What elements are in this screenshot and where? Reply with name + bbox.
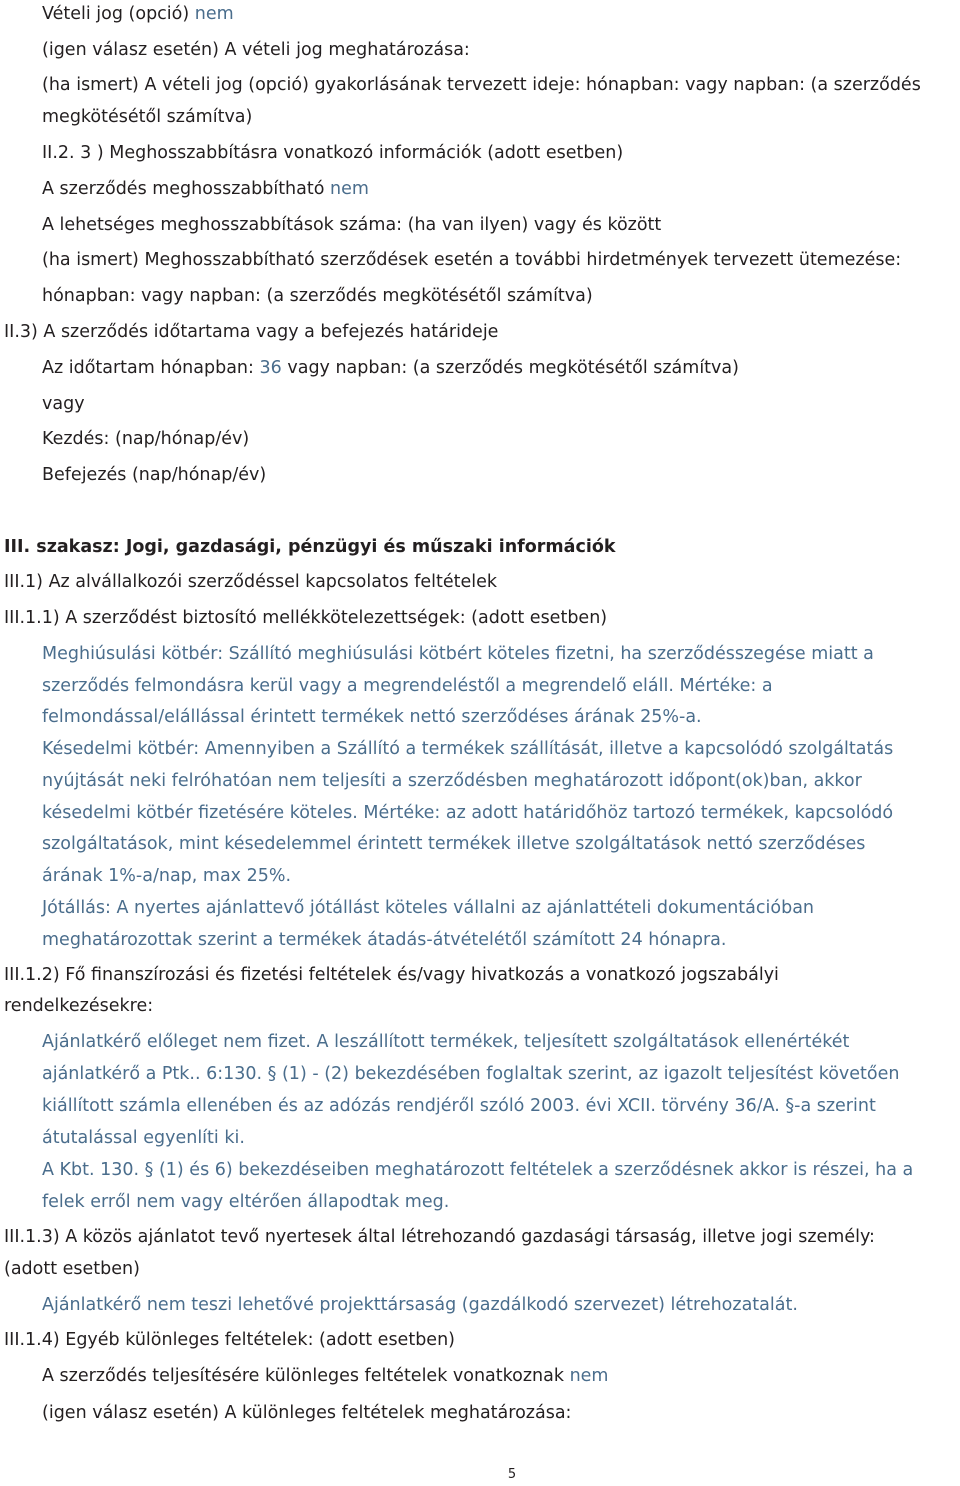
guarantee-line: szolgáltatások, mint késedelemmel érintett termékek illetve szolgáltatások nettó szerződéses <box>42 834 866 854</box>
duration-months-label: Az időtartam hónapban: <box>42 358 254 378</box>
extendable-line <box>42 181 369 199</box>
purchase-option-label: Vételi jog (opció) <box>42 4 190 24</box>
special-conditions-value: nem <box>569 1366 609 1386</box>
joint-venture-text: Ajánlatkérő nem teszi lehetővé projekttársaság (gazdálkodó szervezet) létrehozatalát. <box>42 1295 798 1315</box>
extension-schedule-line-1: (ha ismert) Meghosszabbítható szerződések esetén a további hirdetmények tervezett ütemezése: <box>42 250 902 270</box>
guarantee-line: Késedelmi kötbér: Amennyiben a Szállító a termékek szállítását, illetve a kapcsolódó szolgáltatás <box>42 739 894 759</box>
financing-line: felek erről nem vagy eltérően állapodtak meg. <box>42 1192 450 1212</box>
financing-line: ajánlatkérő a Ptk.. 6:130. § (1) - (2) bekezdésében foglaltak szerint, az igazolt teljesítést követően <box>42 1064 900 1084</box>
guarantee-line: árának 1%-a/nap, max 25%. <box>42 866 292 886</box>
extension-count: A lehetséges meghosszabbítások száma: (ha van ilyen) vagy és között <box>42 215 662 235</box>
extension-heading: II.2. 3 ) Meghosszabbításra vonatkozó információk (adott esetben) <box>42 143 624 163</box>
section-3-title: III. szakasz: Jogi, gazdasági, pénzügyi és műszaki információk <box>4 537 616 557</box>
purchase-option-timing-line-1: (ha ismert) A vételi jog (opció) gyakorlásának tervezett ideje: hónapban: vagy napban: (a szerződés <box>42 75 921 95</box>
purchase-option-timing-line-2: megkötésétől számítva) <box>42 107 253 127</box>
duration-or: vagy <box>42 394 85 414</box>
guarantee-line: felmondással/elállással érintett termékek nettó szerződéses árának 25%-a. <box>42 707 702 727</box>
guarantee-line: Meghiúsulási kötbér: Szállító meghiúsulási kötbért köteles fizetni, ha szerződésszegése miatt a <box>42 644 874 664</box>
extendable-label: A szerződés meghosszabbítható <box>42 179 325 199</box>
duration-end: Befejezés (nap/hónap/év) <box>42 465 267 485</box>
guarantee-line: meghatározottak szerint a termékek átadás-átvételétől számított 24 hónapra. <box>42 930 727 950</box>
section-3-1-3-heading-line-1: III.1.3) A közös ajánlatot tevő nyertesek által létrehozandó gazdasági társaság, illetve jogi személy: <box>4 1227 875 1247</box>
purchase-option-line <box>42 6 234 24</box>
section-3-1-3-heading-line-2: (adott esetben) <box>4 1259 140 1279</box>
duration-start: Kezdés: (nap/hónap/év) <box>42 429 250 449</box>
financing-line: Ajánlatkérő előleget nem fizet. A leszállított termékek, teljesített szolgáltatások ellenértékét <box>42 1032 850 1052</box>
guarantee-line: késedelmi kötbér fizetésére köteles. Mértéke: az adott határidőhöz tartozó termékek, kapcsolódó <box>42 803 894 823</box>
section-3-1-4-heading: III.1.4) Egyéb különleges feltételek: (adott esetben) <box>4 1330 455 1350</box>
duration-months-value: 36 <box>259 358 282 378</box>
page-number: 5 <box>507 1467 517 1482</box>
duration-heading: II.3) A szerződés időtartama vagy a befejezés határideje <box>4 322 499 342</box>
extendable-value: nem <box>330 179 369 199</box>
extension-schedule-line-2: hónapban: vagy napban: (a szerződés megkötésétől számítva) <box>42 286 593 306</box>
section-3-1-heading: III.1) Az alvállalkozói szerződéssel kapcsolatos feltételek <box>4 572 498 592</box>
financing-line: A Kbt. 130. § (1) és 6) bekezdéseiben meghatározott feltételek a szerződésnek akkor is részei, ha a <box>42 1160 914 1180</box>
guarantee-line: nyújtását neki felróhatóan nem teljesíti a szerződésben meghatározott időpont(ok)ban, akkor <box>42 771 862 791</box>
guarantee-line: szerződés felmondásra kerül vagy a megrendeléstől a megrendelő eláll. Mértéke: a <box>42 676 773 696</box>
section-3-1-1-heading: III.1.1) A szerződést biztosító mellékkötelezettségek: (adott esetben) <box>4 608 608 628</box>
purchase-option-value: nem <box>194 4 234 24</box>
special-conditions-label: A szerződés teljesítésére különleges feltételek vonatkoznak <box>42 1366 564 1386</box>
purchase-option-definition: (igen válasz esetén) A vételi jog meghatározása: <box>42 40 470 60</box>
special-conditions-definition: (igen válasz esetén) A különleges feltételek meghatározása: <box>42 1403 572 1423</box>
duration-months-rest: vagy napban: (a szerződés megkötésétől számítva) <box>287 358 739 378</box>
financing-line: kiállított számla ellenében és az adózás rendjéről szóló 2003. évi XCII. törvény 36/A. §-a szerint <box>42 1096 876 1116</box>
section-3-1-2-heading-line-1: III.1.2) Fő finanszírozási és fizetési feltételek és/vagy hivatkozás a vonatkozó jogszabályi <box>4 965 779 985</box>
financing-line: átutalással egyenlíti ki. <box>42 1128 245 1148</box>
duration-months-line <box>42 360 739 378</box>
section-3-1-2-heading-line-2: rendelkezésekre: <box>4 996 154 1016</box>
guarantee-line: Jótállás: A nyertes ajánlattevő jótállást köteles vállalni az ajánlattételi dokumentációban <box>42 898 815 918</box>
special-conditions-line <box>42 1368 608 1386</box>
